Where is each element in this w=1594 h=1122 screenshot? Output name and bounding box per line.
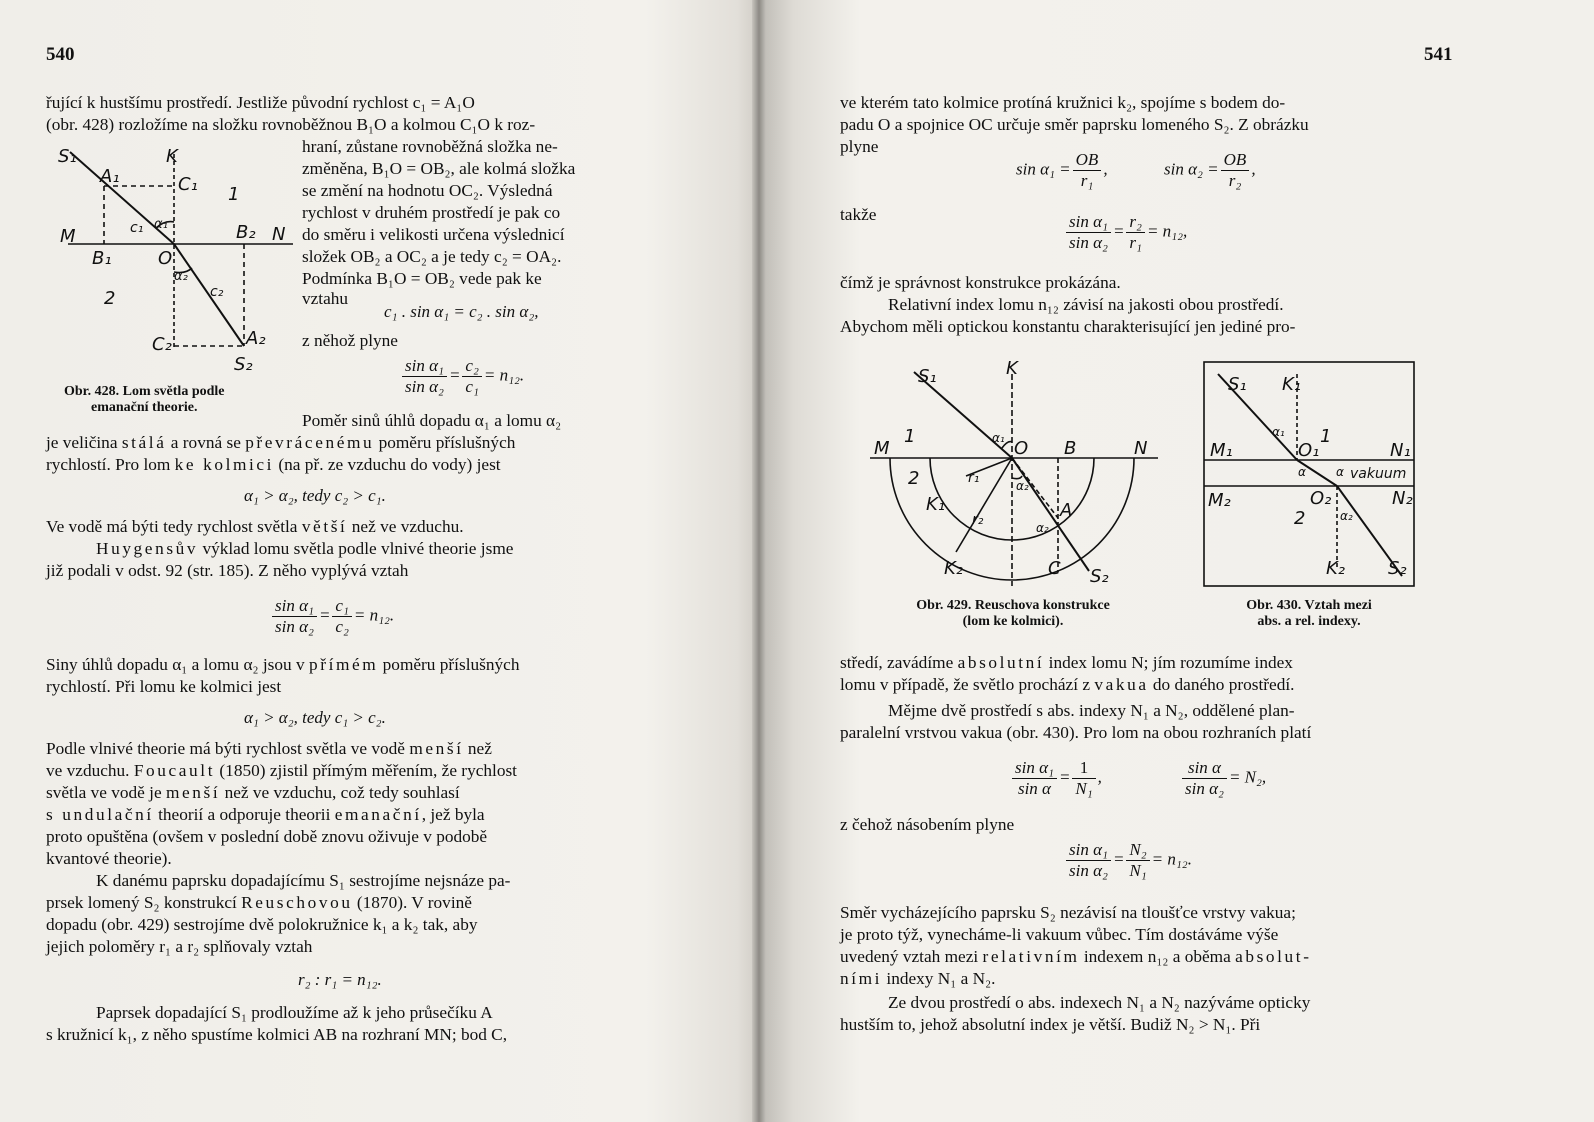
label-region-1: 1	[228, 184, 240, 205]
label-S1: S₁	[58, 146, 77, 167]
label-M: M	[60, 226, 76, 247]
label-region-2: 2	[908, 468, 920, 489]
label-alpha2: α₂	[174, 269, 188, 284]
text-line: je proto týž, vynecháme-li vakuum vůbec. Tím dostáváme výše	[840, 925, 1279, 944]
text-line: ve kterém tato kolmice protíná kružnici k₂, spojíme s bodem do-	[840, 93, 1286, 112]
label-alpha1: α₁	[992, 431, 1005, 445]
text-line: lomu v případě, že světlo prochází z vakua do daného prostředí.	[840, 675, 1295, 694]
label-region-2: 2	[1294, 508, 1306, 529]
label-alpha2: α₂	[1340, 509, 1353, 523]
text-line: středí, zavádíme absolutní index lomu N; jím rozumíme index	[840, 653, 1293, 672]
text-line: K danému paprsku dopadajícímu S₁ sestrojíme nejsnáze pa-	[96, 871, 511, 890]
equation-ratio: r₂ : r₁ = n₁₂.	[298, 970, 382, 989]
label-C2: C₂	[152, 334, 172, 355]
right-page	[760, 0, 1594, 1122]
text-line: se změní na hodnotu OC₂. Výsledná	[302, 181, 553, 200]
label-vakuum: vakuum	[1350, 466, 1407, 482]
page-number-left: 540	[46, 44, 75, 65]
text-line: ními indexy N₁ a N₂.	[840, 969, 996, 988]
equation-sin-a2: sin α₂ = $\frac{OB}{\text{r₂}}$ ,	[1164, 150, 1256, 190]
label-K2: K₂	[1326, 558, 1346, 579]
text-line: z čehož násobením plyne	[840, 815, 1015, 834]
label-K1: K₁	[1282, 374, 1302, 395]
label-region-2: 2	[104, 288, 116, 309]
label-N: N	[1134, 438, 1148, 459]
label-alpha1: α₁	[154, 217, 168, 232]
text-line: proto opuštěna (ovšem v poslední době znovu oživuje v podobě	[46, 827, 488, 846]
figure-428-diagram	[48, 140, 298, 380]
label-K2: K₂	[944, 558, 964, 579]
text-line: Paprsek dopadající S₁ prodloužíme až k jeho průsečíku A	[96, 1003, 493, 1022]
label-A1: A₁	[100, 166, 120, 187]
label-region-1: 1	[1320, 426, 1332, 447]
text-line: dopadu (obr. 429) sestrojíme dvě polokružnice k₁ a k₂ tak, aby	[46, 915, 478, 934]
label-c1: c₁	[130, 220, 144, 236]
label-C: C	[1048, 558, 1061, 579]
text-line: Ze dvou prostředí o abs. indexech N₁ a N₂ nazýváme opticky	[888, 993, 1311, 1012]
equation-ratio-r: $\frac{\text{sin α₁}}{\text{sin α₂}}$ = $\frac{\text{r₂}}{\text{r₁}}$ = n₁₂,	[1064, 212, 1187, 253]
label-O: O	[1014, 438, 1029, 459]
label-K: K	[166, 146, 178, 167]
text-line: do směru i velikosti určena výslednicí	[302, 225, 565, 244]
label-region-1: 1	[904, 426, 916, 447]
label-N2: N₂	[1392, 488, 1413, 509]
label-alpha-b: α	[1336, 465, 1344, 479]
figure-429-caption: Obr. 429. Reuschova konstrukce (lom ke kolmici).	[916, 598, 1110, 629]
label-S1: S₁	[1228, 374, 1247, 395]
label-S2: S₂	[1090, 566, 1109, 587]
label-alpha2-b: α₂	[1036, 521, 1049, 535]
text-line: Relativní index lomu n₁₂ závisí na jakosti obou prostředí.	[888, 295, 1284, 314]
label-B2: B₂	[236, 222, 256, 243]
text-line: s kružnicí k₁, z něho spustíme kolmici AB na rozhraní MN; bod C,	[46, 1025, 508, 1044]
figure-429-diagram	[864, 356, 1164, 596]
label-S2: S₂	[1388, 558, 1407, 579]
equation-wave: $\frac{\text{sin α₁}}{\text{sin α₂}}$ = $\frac{\text{c₁}}{\text{c₂}}$ = n₁₂.	[270, 596, 394, 637]
text-line: jejich poloměry r₁ a r₂ splňovaly vztah	[46, 937, 313, 956]
text-line: již podali v odst. 92 (str. 185). Z něho vyplývá vztah	[46, 561, 409, 580]
label-r1: r₁	[968, 470, 980, 486]
label-O: O	[158, 248, 173, 269]
equation-c-sin: c₁ . sin α₁ = c₂ . sin α₂,	[384, 302, 539, 321]
label-A2: A₂	[246, 328, 266, 349]
equation-inequality-1: α₁ > α₂, tedy c₂ > c₁.	[244, 486, 386, 505]
text-line: Podle vlnivé theorie má býti rychlost světla ve vodě menší než	[46, 739, 492, 758]
label-O2: O₂	[1310, 488, 1332, 509]
text-line: vztahu	[302, 289, 349, 308]
text-line: Mějme dvě prostředí s abs. indexy N₁ a N₂, oddělené plan-	[888, 701, 1295, 720]
label-K1: K₁	[926, 494, 946, 515]
text-line: ve vzduchu. Foucault (1850) zjistil přímým měřením, že rychlost	[46, 761, 517, 780]
label-alpha1: α₁	[1272, 425, 1285, 439]
label-alpha: α	[1298, 465, 1306, 479]
text-line: Poměr sinů úhlů dopadu α₁ a lomu α₂	[302, 411, 562, 430]
label-alpha2: α₂	[1016, 479, 1029, 493]
left-page	[0, 0, 760, 1122]
text-line: změněna, B₁O = OB₂, ale kolmá složka	[302, 159, 576, 178]
label-B1: B₁	[92, 248, 112, 269]
refracted-ray	[174, 244, 244, 346]
text-line: prsek lomený S₂ konstrukcí Reuschovou (1870). V rovině	[46, 893, 472, 912]
text-line: je veličina stálá a rovná se převrácenému poměru příslušných	[46, 433, 516, 452]
figure-430-diagram	[1202, 360, 1416, 592]
text-line: rychlostí. Při lomu ke kolmici jest	[46, 677, 282, 696]
text-line: hustším to, jehož absolutní index je větší. Budiž N₂ > N₁. Při	[840, 1015, 1261, 1034]
label-M1: M₁	[1210, 440, 1233, 461]
refracted-ray	[1012, 458, 1089, 571]
figure-430-caption: Obr. 430. Vztah mezi abs. a rel. indexy.	[1246, 598, 1372, 629]
text-line: uvedený vztah mezi relativním indexem n₁₂ a oběma absolut-	[840, 947, 1312, 966]
equation-inequality-2: α₁ > α₂, tedy c₁ > c₂.	[244, 708, 386, 727]
label-M2: M₂	[1208, 490, 1231, 511]
equation-n1: $\frac{\text{sin α₁}}{\text{sin α}}$ = $\frac{1}{\text{N₁}}$ ,	[1010, 758, 1102, 799]
text-line: rychlost v druhém prostředí je pak co	[302, 203, 561, 222]
label-K: K	[1006, 358, 1018, 379]
text-line: světla ve vodě je menší než ve vzduchu, což tedy souhlasí	[46, 783, 460, 802]
text-line: z něhož plyne	[302, 331, 398, 350]
label-B: B	[1064, 438, 1077, 459]
equation-emanation: $\frac{\text{sin α₁}}{\text{sin α₂}}$ = $\frac{\text{c₂}}{\text{c₁}}$ = n₁₂.	[400, 356, 524, 397]
text-line: řující k hustšímu prostředí. Jestliže původní rychlost c₁ = A₁O	[46, 93, 475, 112]
text-line: plyne	[840, 137, 879, 156]
equation-sin-a1: sin α₁ = $\frac{OB}{\text{r₁}}$ ,	[1016, 150, 1108, 190]
label-M: M	[874, 438, 890, 459]
label-S2: S₂	[234, 354, 253, 375]
text-line: složek OB₂ a OC₂ a je tedy c₂ = OA₂.	[302, 247, 562, 266]
text-line: Podmínka B₁O = OB₂ vede pak ke	[302, 269, 542, 288]
book-gutter	[752, 0, 766, 1122]
text-line: Siny úhlů dopadu α₁ a lomu α₂ jsou v přímém poměru příslušných	[46, 655, 520, 674]
equation-n2: $\frac{\text{sin α}}{\text{sin α₂}}$ = N₂,	[1180, 758, 1266, 799]
text-line: Směr vycházejícího paprsku S₂ nezávisí na tloušťce vrstvy vakua;	[840, 903, 1296, 922]
label-C1: C₁	[178, 174, 198, 195]
figure-428-caption: Obr. 428. Lom světla podle emanační theorie.	[64, 384, 225, 415]
page-number-right: 541	[1424, 44, 1453, 65]
label-A: A	[1060, 500, 1073, 521]
label-S1: S₁	[918, 366, 937, 387]
equation-n12: $\frac{\text{sin α₁}}{\text{sin α₂}}$ = $\frac{\text{N₂}}{\text{N₁}}$ = n₁₂.	[1064, 840, 1192, 881]
text-line: kvantové theorie).	[46, 849, 172, 868]
text-line: Huygensův výklad lomu světla podle vlnivé theorie jsme	[96, 539, 514, 558]
text-line: paralelní vrstvou vakua (obr. 430). Pro lom na obou rozhraních platí	[840, 723, 1312, 742]
label-N: N	[272, 224, 286, 245]
text-line: s undulační theorií a odporuje theorii emanační, jež byla	[46, 805, 485, 824]
text-line: rychlostí. Pro lom ke kolmici (na př. ze vzduchu do vody) jest	[46, 455, 501, 474]
label-c2: c₂	[210, 284, 224, 300]
label-N1: N₁	[1390, 440, 1411, 461]
text-line: Ve vodě má býti tedy rychlost světla větší než ve vzduchu.	[46, 517, 464, 536]
text-line: padu O a spojnice OC určuje směr paprsku lomeného S₂. Z obrázku	[840, 115, 1309, 134]
text-line: hraní, zůstane rovnoběžná složka ne-	[302, 137, 558, 156]
text-line: Abychom měli optickou konstantu charakterisující jen jediné pro-	[840, 317, 1296, 336]
text-line: (obr. 428) rozložíme na složku rovnoběžnou B₁O a kolmou C₁O k roz-	[46, 115, 536, 134]
label-r2: r₂	[972, 512, 984, 528]
text-line: takže	[840, 205, 877, 224]
text-line: čímž je správnost konstrukce prokázána.	[840, 273, 1121, 292]
label-O1: O₁	[1298, 440, 1320, 461]
